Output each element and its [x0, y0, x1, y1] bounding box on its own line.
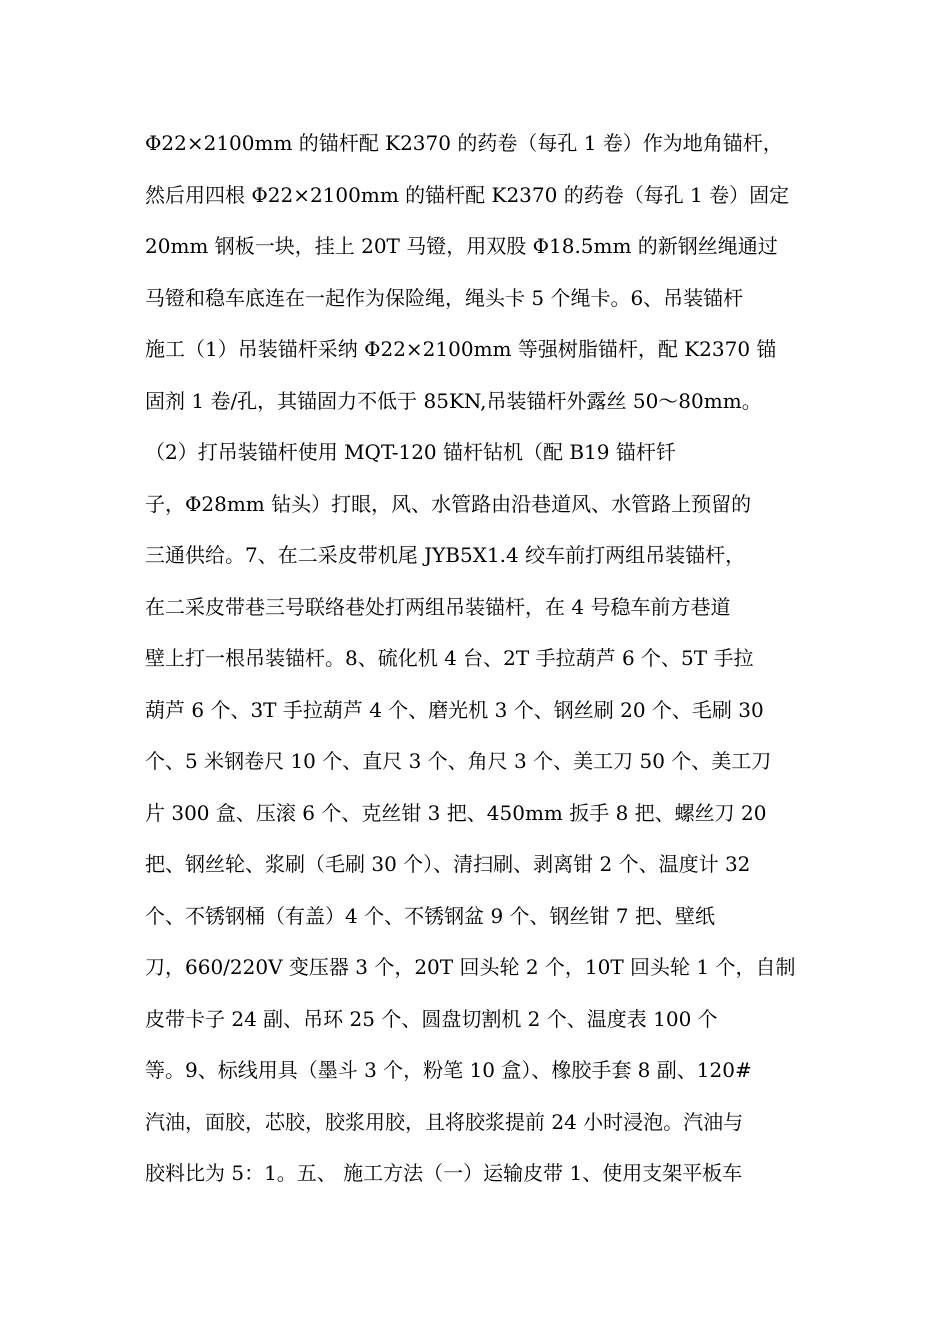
text-line: 汽油，面胶，芯胶，胶浆用胶，且将胶浆提前 24 小时浸泡。汽油与 — [145, 1109, 744, 1134]
text-line: 马镫和稳车底连在一起作为保险绳，绳头卡 5 个绳卡。6、吊装锚杆 — [145, 285, 744, 310]
text-line: 刀，660/220V 变压器 3 个，20T 回头轮 2 个，10T 回头轮 1 个，自制 — [145, 955, 796, 979]
text-line: 把、钢丝轮、浆刷（毛刷 30 个）、清扫刷、剥离钳 2 个、温度计 32 — [145, 852, 751, 876]
text-line: 个、5 米钢卷尺 10 个、直尺 3 个、角尺 3 个、美工刀 50 个、美工刀 — [145, 749, 772, 773]
text-line: 然后用四根 Φ22×2100mm 的锚杆配 K2370 的药卷（每孔 1 卷）固定 — [145, 182, 790, 207]
text-line: 三通供给。7、在二采皮带机尾 JYB5X1.4 绞车前打两组吊装锚杆， — [145, 543, 746, 567]
text-line: 皮带卡子 24 副、吊环 25 个、圆盘切割机 2 个、温度表 100 个 — [145, 1006, 718, 1031]
text-line: 胶料比为 5：1。五、 施工方法（一）运输皮带 1、使用支架平板车 — [145, 1161, 743, 1185]
text-line: 固剂 1 卷/孔，其锚固力不低于 85KN,吊装锚杆外露丝 50～80mm。 — [145, 388, 762, 413]
text-line: 葫芦 6 个、3T 手拉葫芦 4 个、磨光机 3 个、钢丝刷 20 个、毛刷 30 — [145, 697, 764, 722]
text-line: 壁上打一根吊装锚杆。8、硫化机 4 台、2T 手拉葫芦 6 个、5T 手拉 — [145, 646, 754, 670]
text-line: 等。9、标线用具（墨斗 3 个，粉笔 10 盒）、橡胶手套 8 副、120# — [145, 1058, 752, 1082]
text-line: 子，Φ28mm 钻头）打眼，风、水管路由沿巷道风、水管路上预留的 — [145, 491, 752, 516]
text-line: 个、不锈钢桶（有盖）4 个、不锈钢盆 9 个、钢丝钳 7 把、壁纸 — [145, 903, 715, 928]
text-line: 20mm 钢板一块，挂上 20T 马镫，用双股 Φ18.5mm 的新钢丝绳通过 — [145, 234, 778, 258]
text-line: Φ22×2100mm 的锚杆配 K2370 的药卷（每孔 1 卷）作为地角锚杆， — [145, 131, 783, 155]
text-line: （2）打吊装锚杆使用 MQT-120 锚杆钻机（配 B19 锚杆钎 — [145, 440, 676, 464]
text-line: 片 300 盒、压滚 6 个、克丝钳 3 把、450mm 扳手 8 把、螺丝刀 20 — [145, 800, 767, 825]
text-line: 在二采皮带巷三号联络巷处打两组吊装锚杆，在 4 号稳车前方巷道 — [145, 594, 731, 619]
text-line: 施工（1）吊装锚杆采纳 Φ22×2100mm 等强树脂锚杆，配 K2370 锚 — [145, 337, 777, 361]
body-text — [145, 118, 825, 1200]
